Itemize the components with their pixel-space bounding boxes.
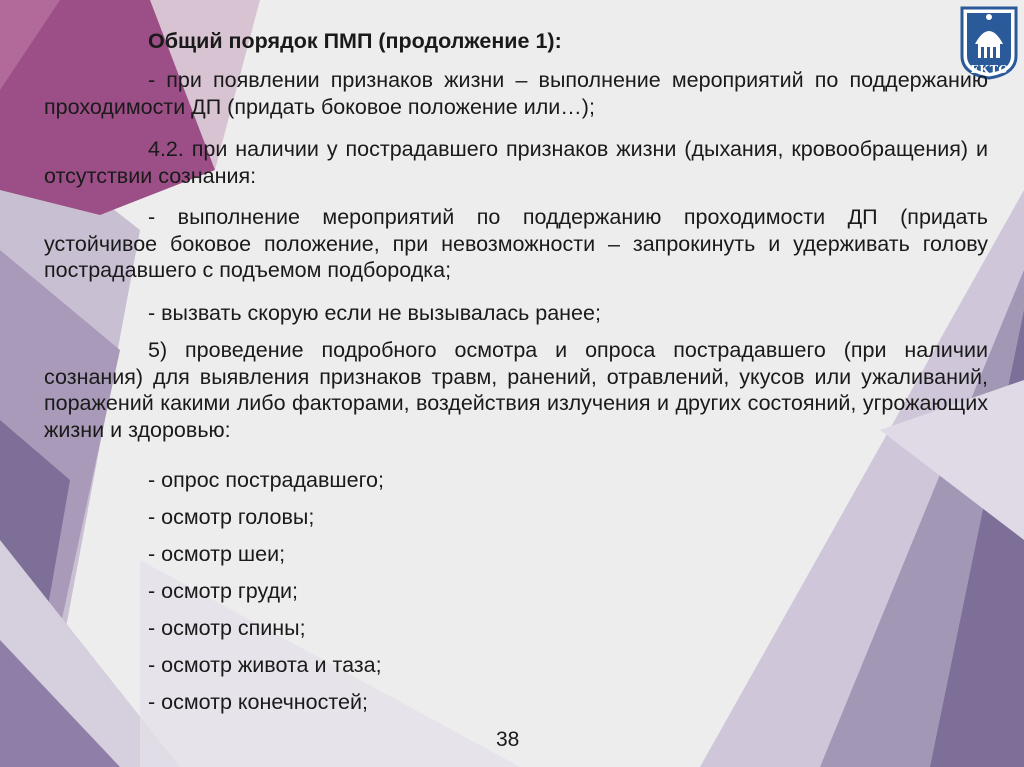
paragraph-3: - выполнение мероприятий по поддержанию проходимости ДП (придать устойчивое боковое положение, при невозможности – запрокинуть и удерживать голову пострадавшего с подъемом подбородка; xyxy=(44,205,988,282)
list-item: - осмотр живота и таза; xyxy=(148,653,382,677)
paragraph-5: 5) проведение подробного осмотра и опроса пострадавшего (при наличии сознания) для выявления признаков травм, ранений, отравлений, укусов или ужаливаний, поражений какими либо факторами, воздействия излучения и других состояний, угрожающих жизни и здоровью: xyxy=(44,338,988,442)
list-item: - осмотр спины; xyxy=(148,616,306,640)
slide-title: Общий порядок ПМП (продолжение 1): xyxy=(148,29,562,53)
list-item: - осмотр конечностей; xyxy=(148,690,368,714)
page-number: 38 xyxy=(496,728,520,751)
paragraph-2: 4.2. при наличии у пострадавшего признаков жизни (дыхания, кровообращения) и отсутствии сознания: xyxy=(44,137,988,188)
list-item: - осмотр головы; xyxy=(148,505,315,529)
list-item: - опрос пострадавшего; xyxy=(148,468,384,492)
paragraph-4: - вызвать скорую если не вызывалась ранее; xyxy=(148,301,601,325)
paragraph-1: - при появлении признаков жизни – выполнение мероприятий по поддержанию проходимости ДП (придать боковое положение или…); xyxy=(44,68,988,119)
list-item: - осмотр груди; xyxy=(148,579,299,603)
logo-text: ЕКТС xyxy=(970,63,1008,76)
list-item: - осмотр шеи; xyxy=(148,542,286,566)
